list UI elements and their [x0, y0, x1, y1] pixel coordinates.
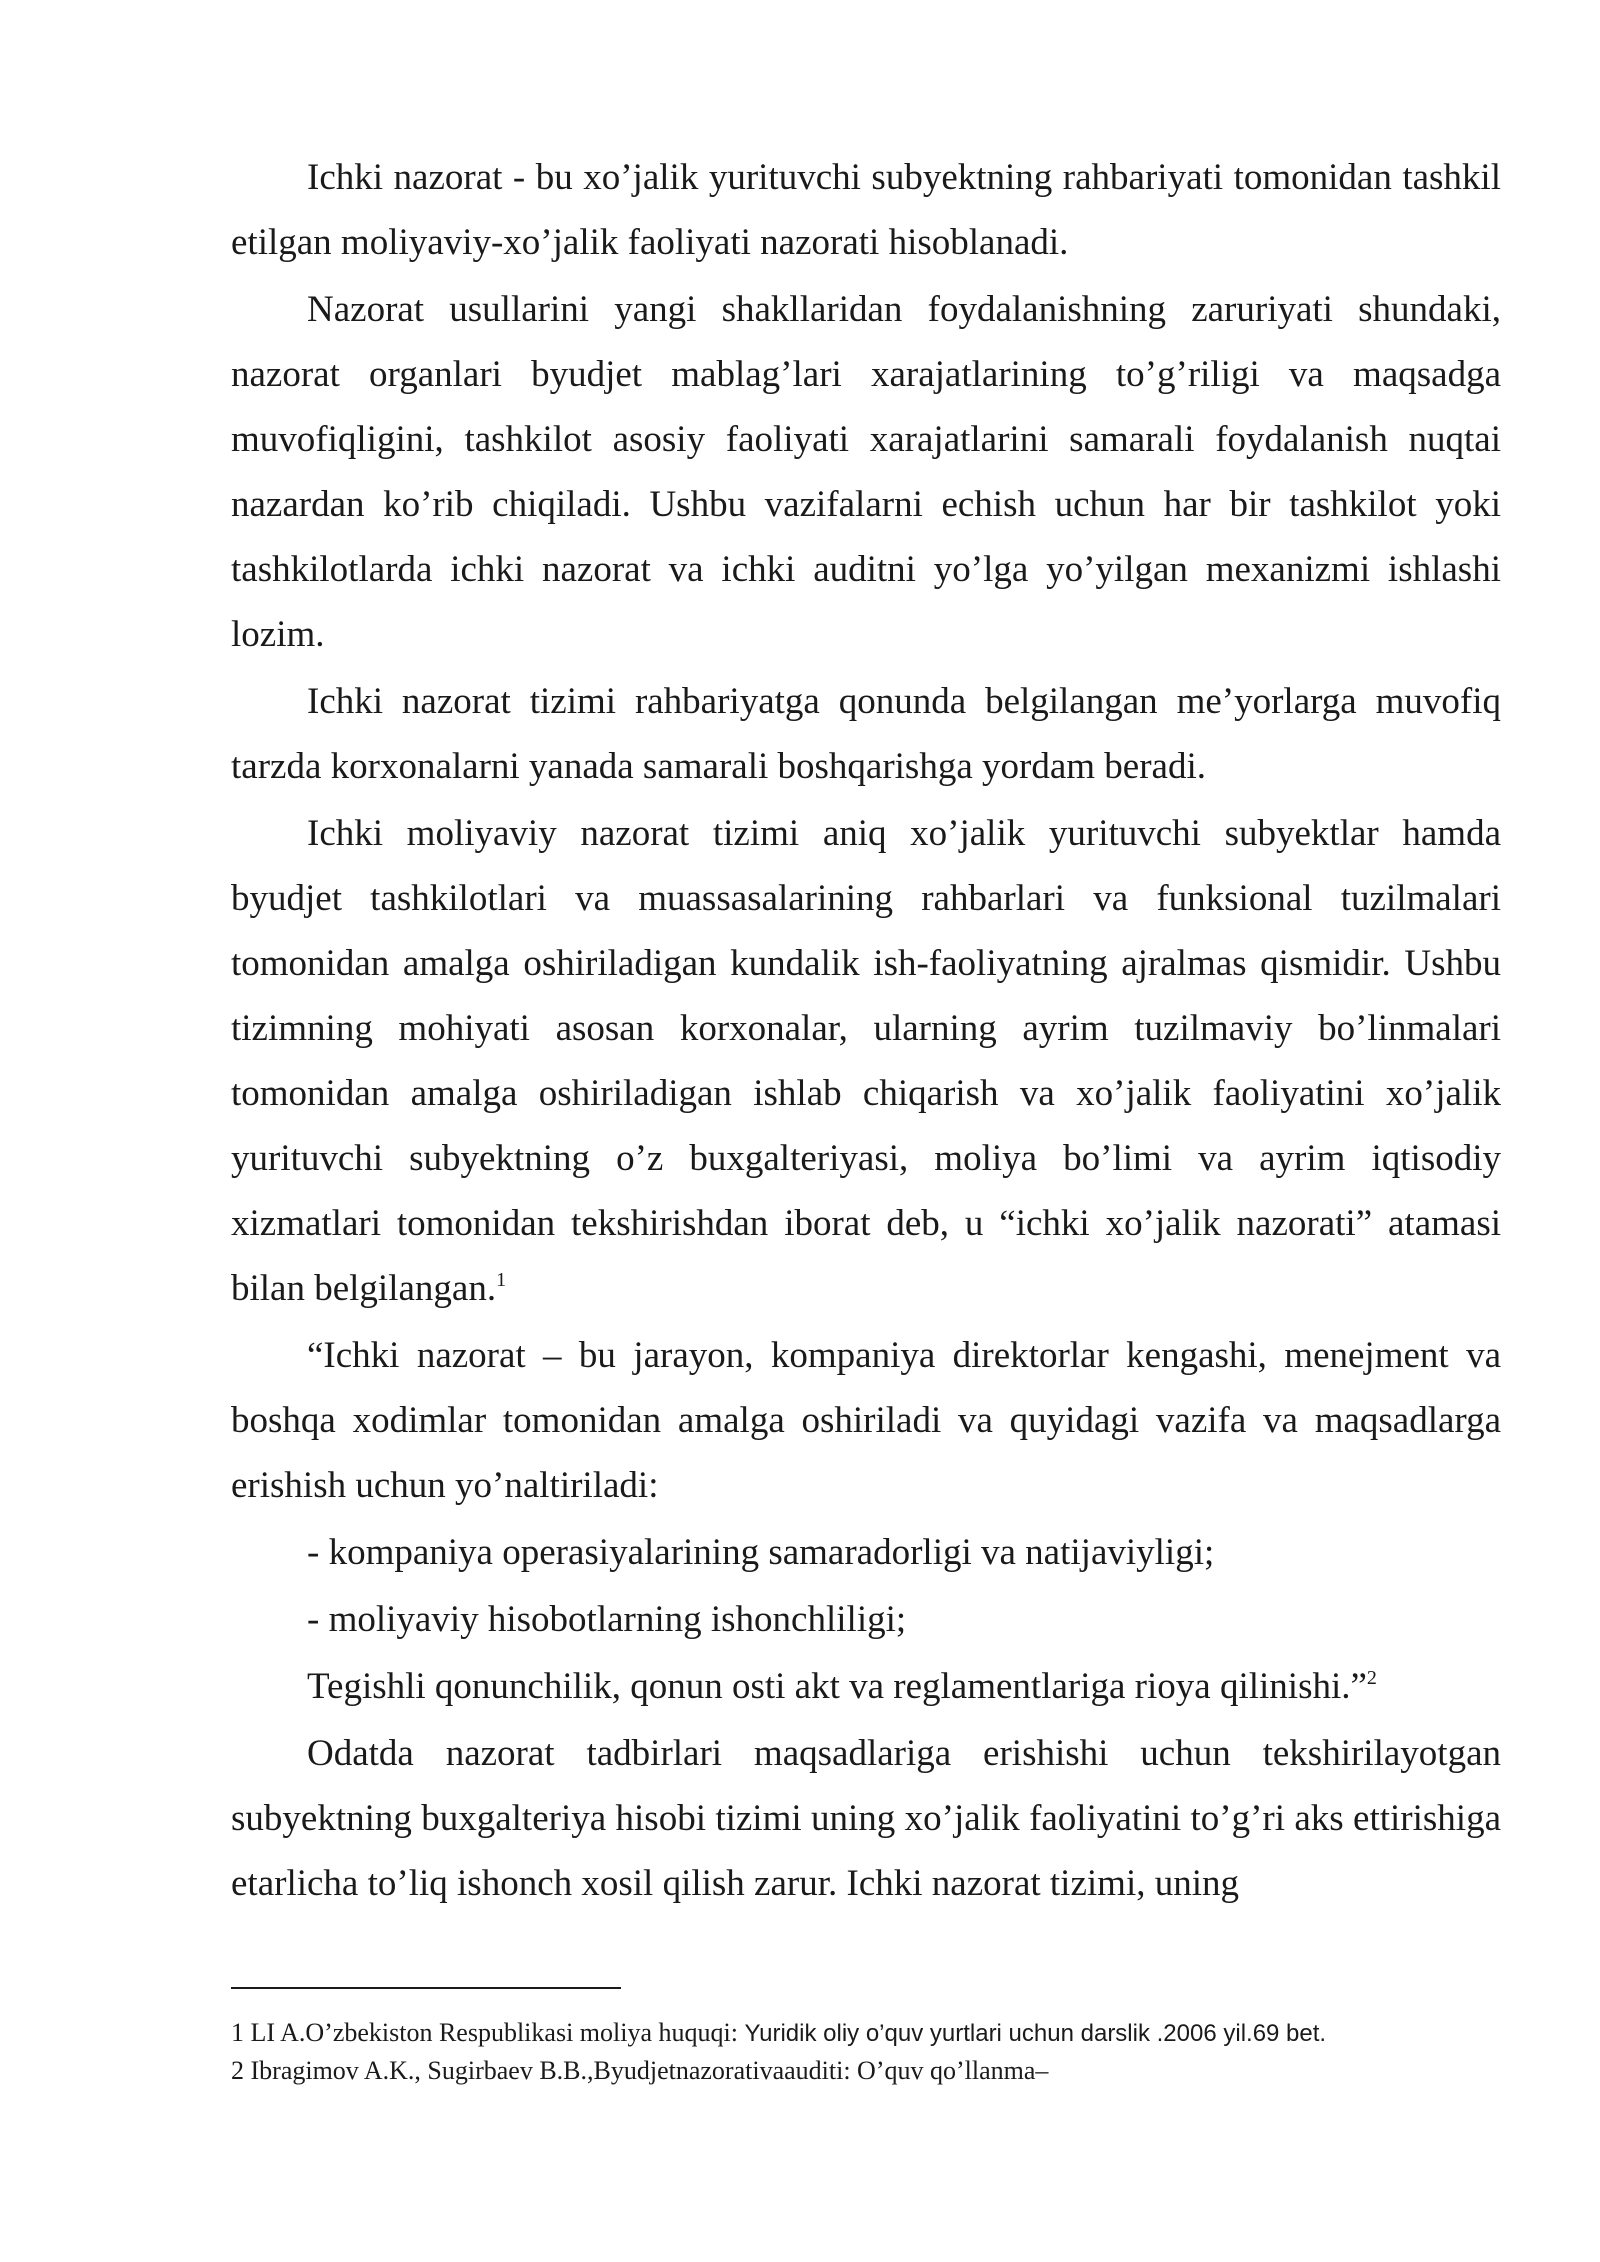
footnotes [231, 2014, 1501, 2089]
footnote-2 [231, 2052, 1501, 2089]
footnote-separator [231, 1987, 621, 1989]
footnote-1-number: 1 [231, 2018, 244, 2047]
paragraph-1: Ichki nazorat - bu xo’jalik yurituvchi subyektning rahbariyati tomonidan tashkil etilgan moliyaviy-xo’jalik faoliyati nazorati hisoblanadi. [231, 157, 1501, 263]
paragraph-6-text: Tegishli qonunchilik, qonun osti akt va reglamentlariga rioya qilinishi.” [307, 1666, 1367, 1707]
footnote-ref-2[interactable]: 2 [1366, 1667, 1377, 1689]
paragraph-3: Ichki nazorat tizimi rahbariyatga qonunda belgilangan me’yorlarga muvofiq tarzda korxonalarni yanada samarali boshqarishga yordam beradi. [231, 681, 1501, 787]
paragraph-4-text: Ichki moliyaviy nazorat tizimi aniq xo’jalik yurituvchi subyektlar hamda byudjet tashkilotlari va muassasalarining rahbarlari va funksional tuzilmalari tomonidan amalga oshiriladigan kundalik ish-faoliyatning ajralmas qismidir. Ushbu tizimning mohiyati asosan korxonalar, ularning ayrim tuzilmaviy bo’linmalari tomonidan amalga oshiriladigan ishlab chiqarish va xo’jalik faoliyatini xo’jalik yurituvchi subyektning o’z buxgalteriyasi, moliya bo’limi va ayrim iqtisodiy xizmatlari tomonidan tekshirishdan iborat deb, u “ichki xo’jalik nazorati” atamasi bilan belgilangan. [231, 813, 1501, 1309]
paragraph-6 [231, 1654, 1501, 1719]
footnote-1 [231, 2014, 1501, 2052]
document-body [231, 145, 1501, 1918]
list-item-1: - kompaniya operasiyalarining samaradorligi va natijaviyligi; [307, 1532, 1215, 1573]
footnote-1-details: Yuridik oliy o’quv yurtlari uchun darslik .2006 yil.69 bet. [744, 2020, 1327, 2047]
paragraph-4 [231, 801, 1501, 1321]
footnote-1-source: LI A.O’zbekiston Respublikasi moliya huquqi: [250, 2018, 745, 2047]
footnote-2-number: 2 [231, 2056, 244, 2085]
footnote-ref-1[interactable]: 1 [496, 1269, 507, 1291]
footnote-2-source: Ibragimov A.K., Sugirbaev B.B.,Byudjetnazorativaauditi: O’quv qo’llanma– [250, 2056, 1049, 2085]
paragraph-7: Odatda nazorat tadbirlari maqsadlariga erishishi uchun tekshirilayotgan subyektning buxgalteriya hisobi tizimi uning xo’jalik faoliyatini to’g’ri aks ettirishiga etarlicha to’liq ishonch xosil qilish zarur. Ichki nazorat tizimi, uning [231, 1733, 1501, 1904]
list-item-2: - moliyaviy hisobotlarning ishonchliligi; [307, 1599, 907, 1640]
paragraph-2: Nazorat usullarini yangi shakllaridan foydalanishning zaruriyati shundaki, nazorat organlari byudjet mablag’lari xarajatlarining to’g’riligi va maqsadga muvofiqligini, tashkilot asosiy faoliyati xarajatlarini samarali foydalanish nuqtai nazardan ko’rib chiqiladi. Ushbu vazifalarni echish uchun har bir tashkilot yoki tashkilotlarda ichki nazorat va ichki auditni yo’lga yo’yilgan mexanizmi ishlashi lozim. [231, 289, 1501, 655]
paragraph-5: “Ichki nazorat – bu jarayon, kompaniya direktorlar kengashi, menejment va boshqa xodimlar tomonidan amalga oshiriladi va quyidagi vazifa va maqsadlarga erishish uchun yo’naltiriladi: [231, 1335, 1501, 1506]
